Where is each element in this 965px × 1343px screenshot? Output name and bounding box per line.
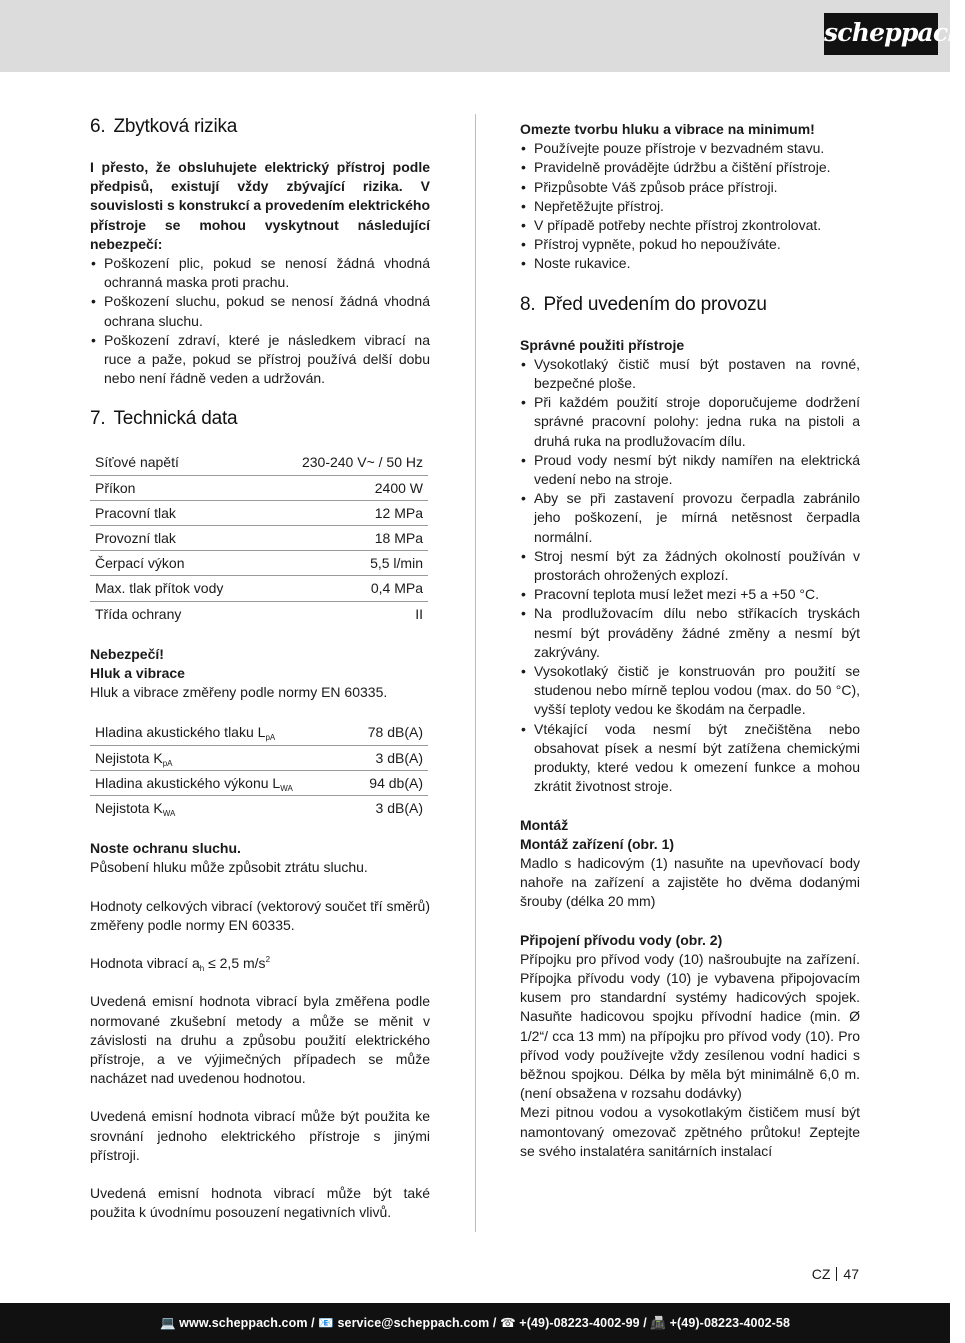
vibration-text: Hodnoty celkových vibrací (vektorový součet tří směrů) změřeny podle normy EN 60335. (90, 897, 431, 933)
list-item: • Vysokotlaký čistič musí být postaven na rovné, bezpečné ploše. (520, 355, 860, 393)
list-item: • Stroj nesmí být za žádných okolností používán v prostorách ohrožených explozí. (520, 547, 860, 585)
column-divider (475, 114, 476, 1232)
residual-risks-lead: I přesto, že obsluhujete elektrický přístroj podle předpisů, existují vždy zbývající rizika. V souvislosti s konstrukcí a provedením elektrického přístroje se mohou vyskytnout následující nebezpečí: (90, 159, 431, 252)
table-row: Hladina akustického tlaku $L_{pA}$ 78 dB(A) (90, 720, 428, 745)
list-item: • Vysokotlaký čistič je konstruován pro použití se studenou nebo mírně teplou vodou (max. do 50 °C), vyšší teploty vedou ke škodám na čerpadle. (520, 662, 860, 720)
table-row: Provozní tlak 18 MPa (90, 526, 428, 551)
list-item: • Na prodlužovacím dílu nebo stříkacích tryskách nesmí být prováděny žádné změny a nesmí být zakrývány. (520, 604, 860, 662)
list-item: • Vtékající voda nesmí být znečištěna nebo obsahovat písek a nesmí být zatížena chemickými produkty, které vedou k omezení funkce a mohou zkrátit životnost stroje. (520, 720, 860, 797)
page-number: CZ 47 (811, 1266, 859, 1282)
assembly-heading: Montáž (520, 816, 569, 833)
list-item: • Proud vody nesmí být nikdy namířen na elektrická vedení nebo na stroje. (520, 451, 860, 489)
list-item: • V případě potřeby nechte přístroj zkontrolovat. (520, 216, 860, 235)
table-row: Síťové napětí 230-240 V~ / 50 Hz (90, 450, 428, 475)
vibration-paragraph-1: Uvedená emisní hodnota vibrací byla změřena podle normované zkušební metody a může se měnit v závislosti na druhu a způsobu použití elektrického přístroje, a ve výjimečných případech se může nacházet nad uvedenou hodnotou. (90, 993, 430, 1087)
noise-table (90, 720, 428, 820)
list-item: • Noste rukavice. (520, 254, 860, 273)
brand-logo: scheppach (824, 13, 938, 55)
list-item: • Poškození zdraví, které je následkem vibrací na ruce a paže, pokud se přístroj používá delší dobu nebo není řádně veden a udržován. (90, 331, 430, 389)
noise-text: Hluk a vibrace změřeny podle normy EN 60335. (90, 684, 388, 701)
water-connection-text: Přípojku pro přívod vody (10) našroubujte na zařízení. Přípojka přívodu vody (10) je vybavena připojovacím kusem pro standardní systémy hadicových spojek. Nasuňte hadicovou spojku přívodní hadice (min. Ø 1/2“/ cca 13 mm) na přípojku pro přívod vody (10). Pro přívod vody používejte vždy zesílenou vodní hadici s běžnou spojkou. Délka by měla být minimálně 6,0 m. (není obsažena v rozsahu dodávky) (520, 950, 860, 1102)
list-item: • Aby se při zastavení provozu čerpadla zabránilo jeho poškození, je mírná netěsnost čerpadla normální. (520, 489, 860, 547)
proper-use-list (520, 355, 860, 797)
list-item: • Nepřetěžujte přístroj. (520, 197, 860, 216)
table-row: Max. tlak přítok vody 0,4 MPa (90, 576, 428, 601)
table-row: Příkon 2400 W (90, 475, 428, 500)
technical-data-table (90, 450, 428, 625)
vibration-paragraph-2: Uvedená emisní hodnota vibrací může být použita ke srovnání jednoho elektrického přístroje s jinými přístroji. (90, 1108, 430, 1163)
list-item: • Poškození plic, pokud se nenosí žádná vhodná ochranná maska proti prachu. (90, 254, 430, 292)
vibration-value: Hodnota vibrací $a_h \le 2,5$ $m/s^2$ (90, 955, 271, 974)
residual-risks-list (90, 254, 430, 388)
left-column (90, 114, 430, 1222)
ear-protection-text: Působení hluku může způsobit ztrátu sluchu. (90, 859, 368, 876)
vibration-paragraph-3: Uvedená emisní hodnota vibrací může být také použita k úvodnímu posouzení negativních vlivů. (90, 1184, 430, 1221)
list-item: • Pravidelně provádějte údržbu a čištění přístroje. (520, 158, 860, 177)
proper-use-title: Správné použiti přístroje (520, 336, 685, 353)
table-row: Nejistota $K_{pA}$ 3 dB(A) (90, 745, 428, 770)
noise-title: Hluk a vibrace (90, 665, 185, 682)
list-item: • Přístroj vypněte, pokud ho nepoužíváte. (520, 235, 860, 254)
table-row: Třída ochrany II (95, 605, 423, 622)
water-connection-text-2: Mezi pitnou vodou a vysokotlakým čističem musí být namontovaný omezovač zpětného průtoku! Zeptejte se svého instalatéra sanitárních instalací (520, 1104, 860, 1159)
table-row: Hladina akustického výkonu $L_{WA}$ 94 db(A) (90, 770, 428, 795)
table-row: Nejistota $K_{WA}$ 3 dB(A) (95, 800, 423, 819)
right-column (520, 114, 860, 1161)
header-band (0, 0, 950, 72)
list-item: • Při každém použití stroje doporučujeme dodržení správné pracovní polohy: jedna ruka na pistoli a druhá ruka na prodlužovacím dílu. (520, 393, 860, 451)
footer-contact-bar: 💻 www.scheppach.com / 📧 service@scheppach.com / ☎ +(49)-08223-4002-99 / 📠 +(49)-08223-4002-58 (0, 1303, 950, 1343)
list-item: • Poškození sluchu, pokud se nenosí žádná vhodná ochrana sluchu. (90, 292, 430, 330)
danger-label: Nebezpečí! (90, 645, 164, 662)
section-6-heading: 6. Zbytková rizika (90, 116, 238, 137)
section-7-heading: 7. Technická data (90, 408, 238, 430)
list-item: • Přizpůsobte Váš způsob práce přístroji. (520, 178, 860, 197)
minimize-title: Omezte tvorbu hluku a vibrace na minimum! (520, 121, 815, 137)
assembly-title: Montáž zařízení (obr. 1) (520, 835, 675, 852)
ear-protection-title: Noste ochranu sluchu. (90, 840, 241, 857)
water-connection-title: Připojení přívodu vody (obr. 2) (520, 931, 723, 948)
list-item: • Používejte pouze přístroje v bezvadném stavu. (520, 139, 860, 158)
list-item: • Pracovní teplota musí ležet mezi +5 a +50 °C. (520, 585, 860, 604)
section-8-heading: 8. Před uvedením do provozu (520, 293, 767, 315)
table-row: Pracovní tlak 12 MPa (90, 500, 428, 525)
minimize-list (520, 139, 860, 273)
table-row: Čerpací výkon 5,5 l/min (90, 551, 428, 576)
assembly-text: Madlo s hadicovým (1) nasuňte na upevňovací body nahoře na zařízení a zajistěte ho dvěma dodanými šrouby (délka 20 mm) (520, 854, 860, 910)
